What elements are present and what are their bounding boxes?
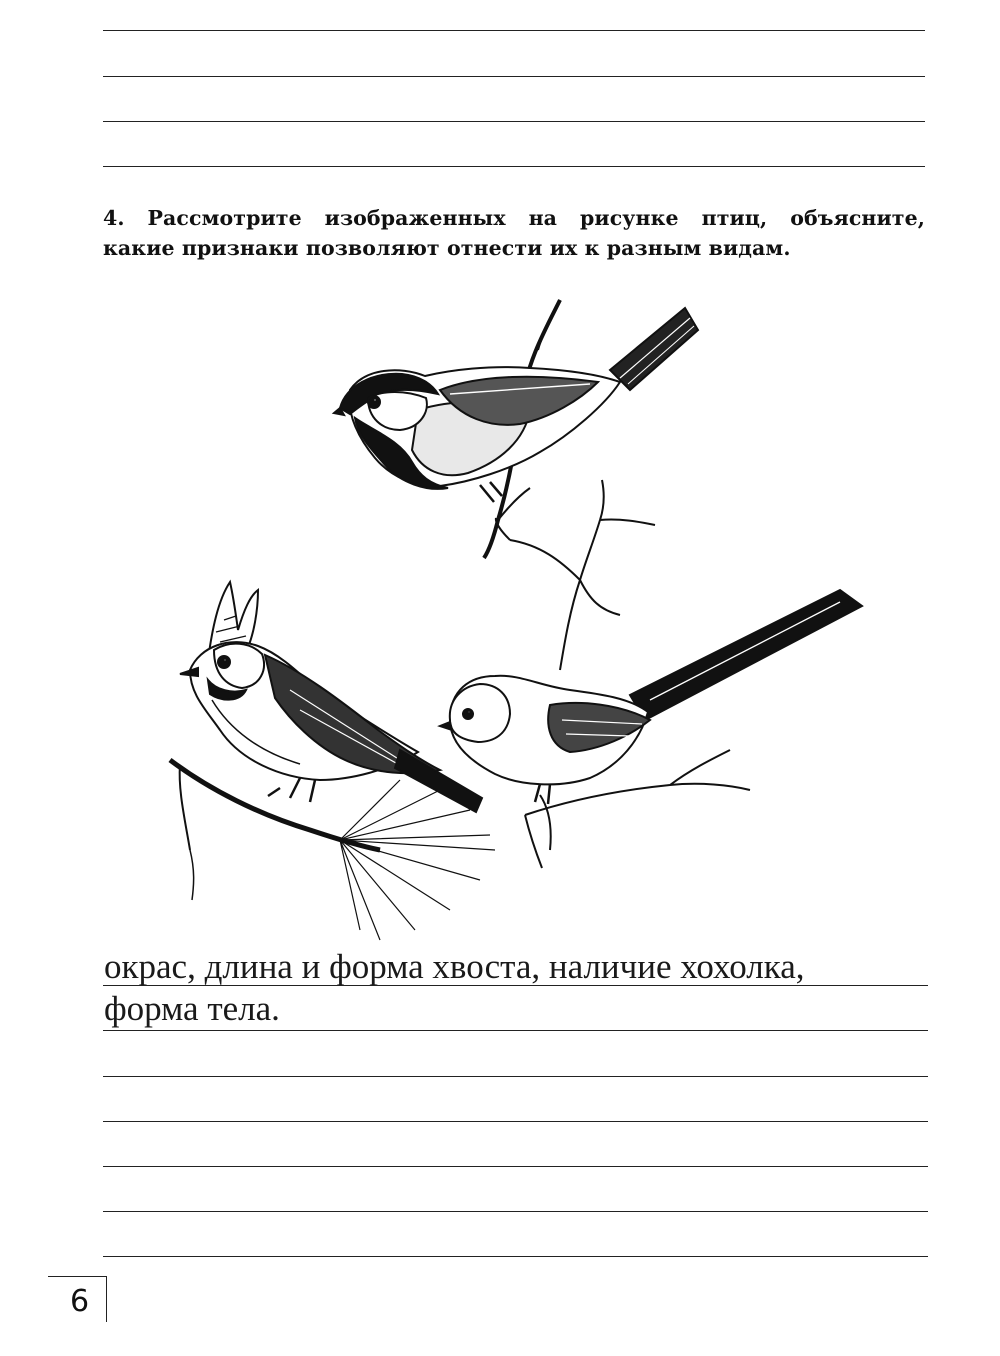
page-number: 6: [70, 1284, 90, 1319]
long-tailed-tit-drawing: [440, 480, 862, 868]
task-line-1: 4. Рассмотрите изображенных на рисунке птиц, объясните,: [103, 206, 925, 230]
great-tit-drawing: [334, 300, 698, 558]
birds-illustration: [150, 290, 880, 950]
writing-line: [103, 1076, 928, 1077]
writing-line: [103, 121, 925, 122]
task-text: [103, 203, 925, 263]
writing-line: [103, 1166, 928, 1167]
page-number-frame: [48, 1276, 106, 1277]
writing-line: [103, 1121, 928, 1122]
writing-line: [103, 1030, 928, 1031]
crested-tit-drawing: [170, 582, 495, 940]
writing-line: [103, 985, 928, 986]
writing-line: [103, 30, 925, 31]
writing-line: [103, 1256, 928, 1257]
task-line-2: какие признаки позволяют отнести их к разным видам.: [103, 236, 791, 260]
answer-line-1: окрас, длина и форма хвоста, наличие хохолка,: [104, 947, 805, 986]
answer-text: [104, 946, 954, 1030]
writing-line: [103, 76, 925, 77]
answer-line-2: форма тела.: [104, 989, 280, 1028]
page-number-frame-side: [106, 1276, 107, 1322]
writing-line: [103, 166, 925, 167]
writing-line: [103, 1211, 928, 1212]
